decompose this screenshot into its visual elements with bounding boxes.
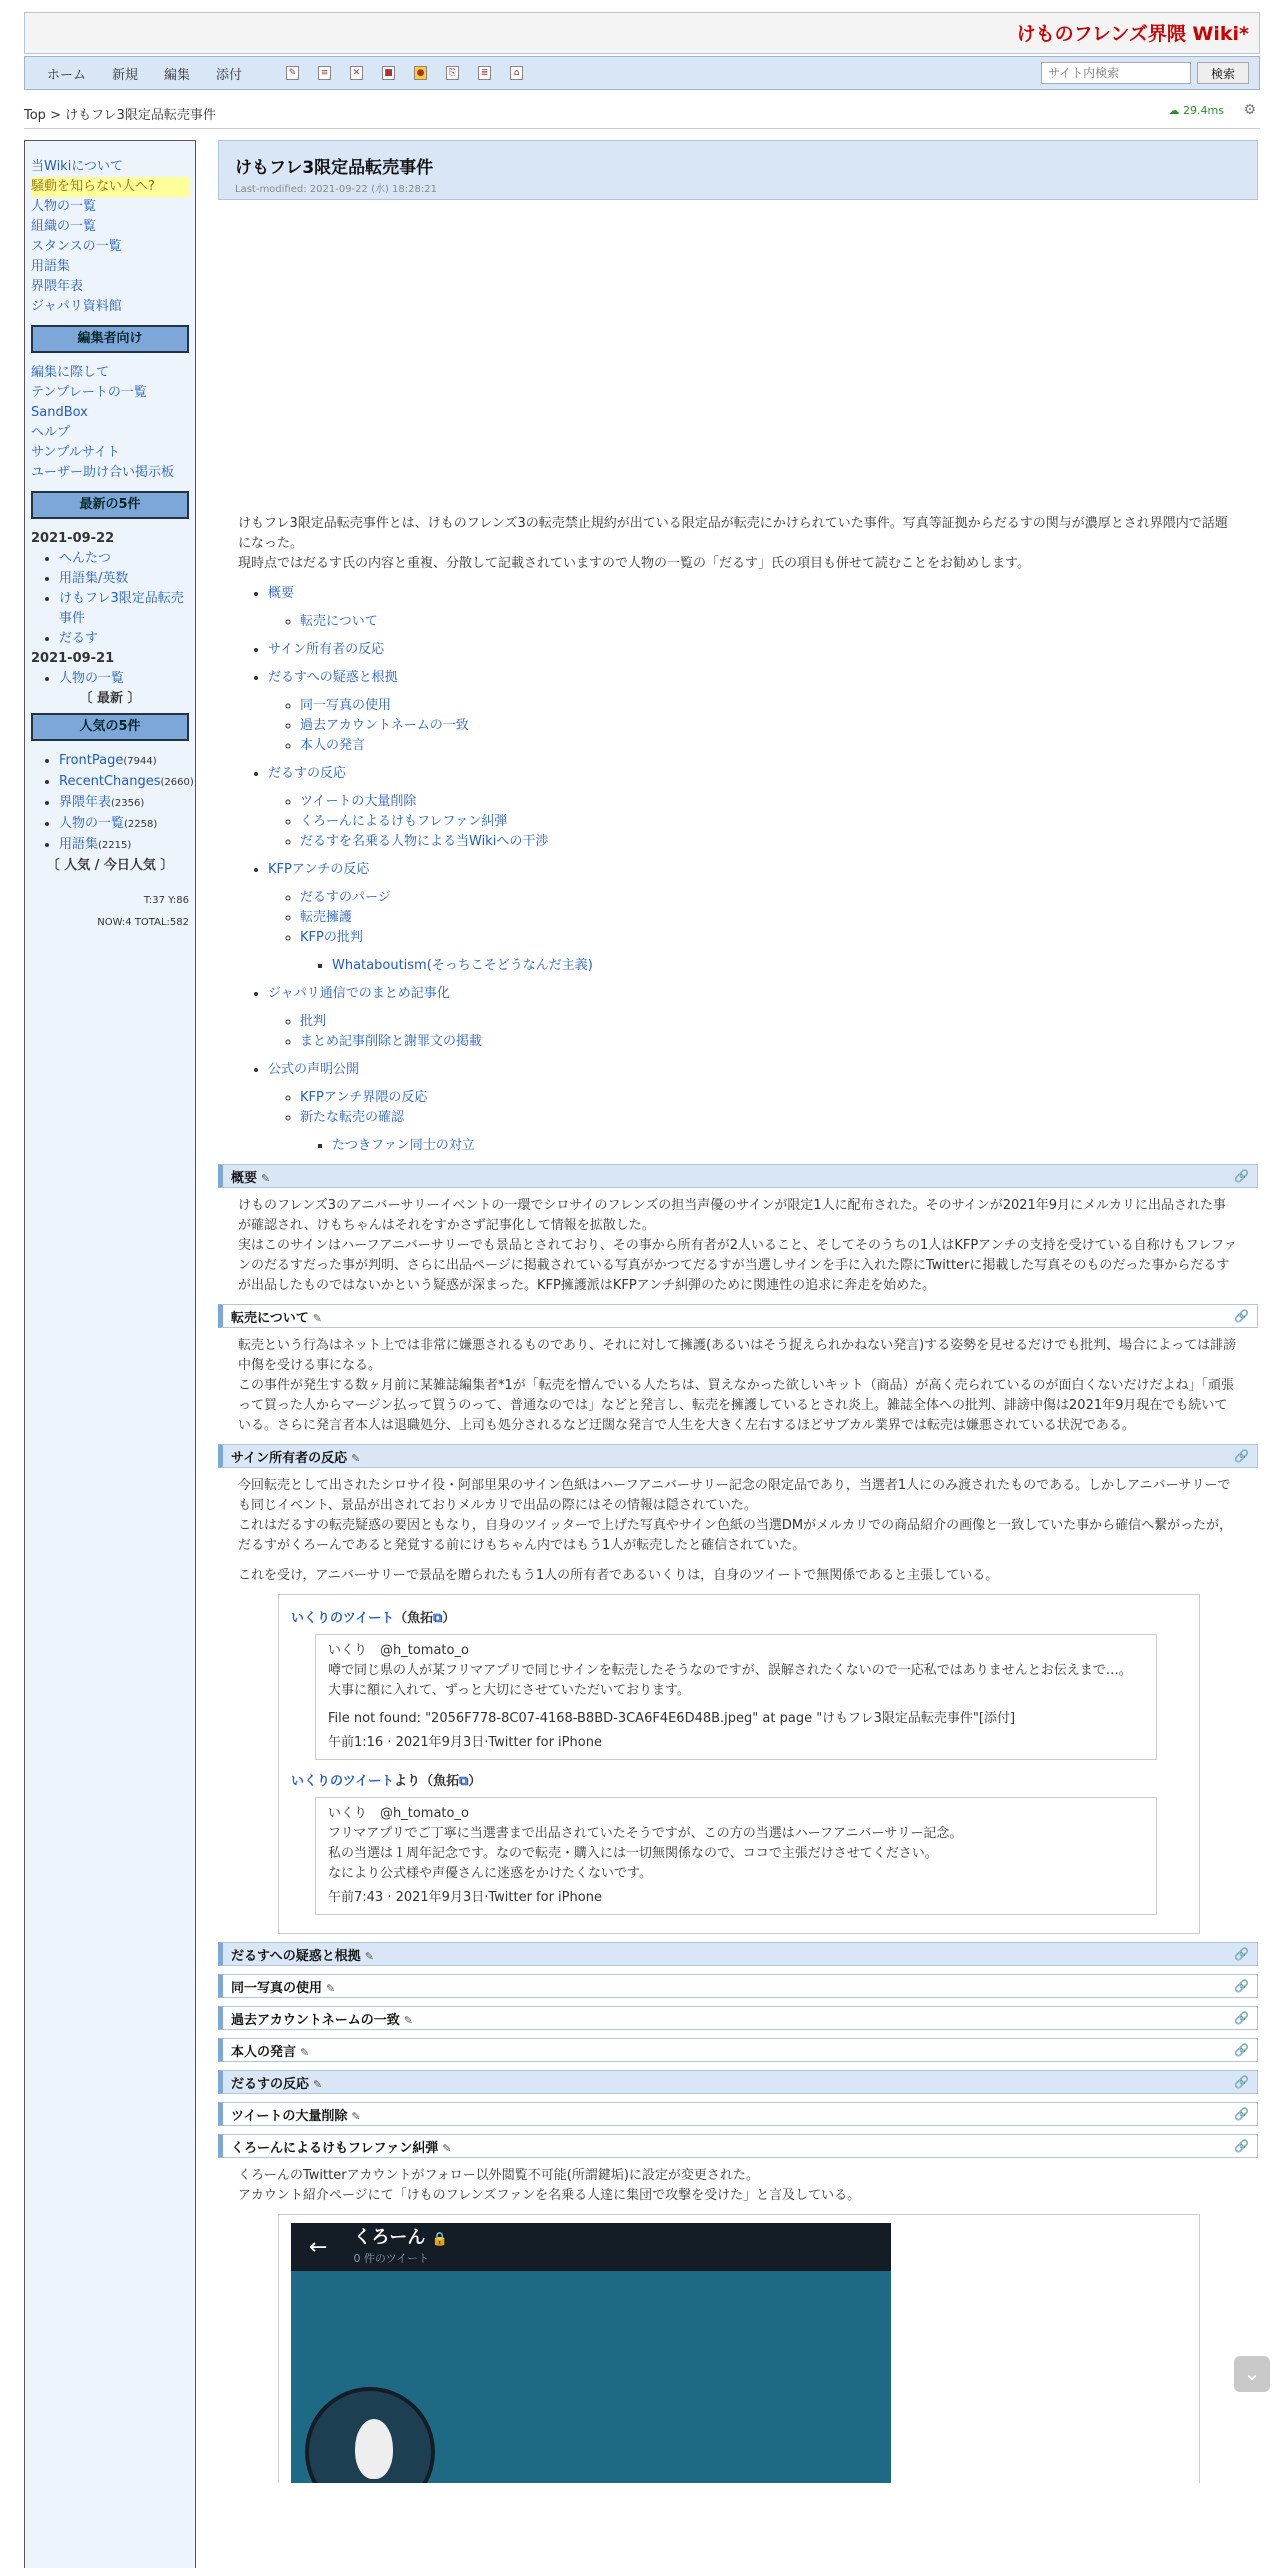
file-not-found: File not found: "2056F778-8C07-4168-B8BD-3CA6F4E6D48B.jpeg" at page "けもフレ3限定品転売事件"[添付] [328,1711,1016,1726]
anchor-icon[interactable]: 🔗 [1234,1947,1249,1961]
breadcrumb-current: けもフレ3限定品転売事件 [65,108,216,123]
toc-item [332,1136,1258,1156]
toc-link[interactable]: 新たな転売の確認 [300,1110,405,1125]
toc-link[interactable]: KFPアンチの反応 [268,862,370,877]
tweet-text: なにより公式様や声優さんに迷惑をかけたくないです。 [328,1866,652,1881]
breadcrumb [24,104,216,123]
toc-item [300,1088,1258,1108]
toc-item [300,1108,1258,1156]
anchor-icon[interactable]: 🔗 [1234,2107,1249,2121]
edit-icon[interactable]: ✎ [364,1949,374,1963]
toc-item [300,696,1258,716]
toc-item [300,1012,1258,1032]
toc-item [268,1060,1258,1156]
site-header [24,12,1260,54]
avatar [305,2387,435,2483]
popular-link[interactable]: 人物の一覧 [59,816,125,831]
popular-link[interactable]: RecentChanges [59,774,161,789]
archive-link[interactable]: ⧉ [459,1774,469,1789]
sidebar-link[interactable]: スタンスの一覧 [31,239,122,254]
section-title: 本人の発言 [231,2044,297,2060]
date-label: 2021-09-22 [31,531,115,546]
tweet-text: 噂で同じ県の人が某フリマアプリで同じサインを転売したそうなのですが、誤解されたくないので一応私ではありませんとお伝えまで…。 [328,1663,1132,1678]
popular-more-link[interactable]: 〔 人気 / 今日人気 〕 [46,858,174,873]
section-list [218,1942,1258,2158]
section-title: ツイートの大量削除 [231,2108,348,2124]
toc-link[interactable]: 本人の発言 [300,738,366,753]
tweet-text: フリマアプリでご丁寧に当選書まで出品されていたそうですが、この方の当選はハーフアニバーサリー記念。 [328,1826,963,1841]
view-count: (2215) [98,840,132,851]
toc-link[interactable]: ツイートの大量削除 [300,794,417,809]
paragraph: 転売という行為はネット上では非常に嫌悪されるものであり、それに対して擁護(あるいはそう捉えられかねない発言)する姿勢を見せるだけでも批判、場合によっては誹謗中傷を受ける事になる。 [238,1338,1237,1373]
anchor-icon[interactable]: 🔗 [1234,2043,1249,2057]
intro-text: けもフレ3限定品転売事件とは、けものフレンズ3の転売禁止規約が出ている限定品が転売にかけられていた事件。写真等証拠からだるすの関与が濃厚とされ界隈内で話題になった。 [238,516,1228,551]
edit-icon[interactable]: ✎ [442,2141,452,2155]
home-link[interactable]: ホーム [47,67,87,83]
main-content [218,140,1258,2483]
toc-link[interactable]: たつきファン同士の対立 [332,1138,475,1153]
tweet-time: 午前7:43 · 2021年9月3日·Twitter for iPhone [328,1890,602,1905]
tweet-time: 午前1:16 · 2021年9月3日·Twitter for iPhone [328,1735,602,1750]
gear-icon[interactable]: ⚙ [1243,102,1256,118]
toc-item [268,668,1258,756]
popular-link[interactable]: 用語集 [59,837,99,852]
edit-icon[interactable]: ✎ [326,1981,336,1995]
attach-icon[interactable]: ⌂ [510,66,523,80]
toc-item [300,1032,1258,1052]
edit-link[interactable]: 編集 [164,67,191,83]
egg-icon [355,2419,393,2479]
edit-icon[interactable]: ✎ [351,1451,361,1465]
toc-link[interactable]: 転売について [300,614,378,629]
toc-item [268,584,1258,632]
edit-icon[interactable]: ✎ [300,2045,310,2059]
sidebar-link[interactable]: 組織の一覧 [31,219,97,234]
section-heading: 概要 ✎ 🔗 [218,1164,1258,1188]
toc-link[interactable]: 転売擁護 [300,910,353,925]
breadcrumb-sep: > [45,108,66,123]
toc-link[interactable]: 同一写真の使用 [300,698,392,713]
toc-link[interactable]: だるすを名乗る人物による当Wikiへの干渉 [300,834,549,849]
tweet [315,1797,1157,1915]
tweet-link[interactable]: いくりのツイート [291,1774,395,1789]
recent-link[interactable]: 用語集/英数 [59,571,129,586]
embedded-image-box [278,2214,1200,2483]
view-count: (2356) [111,798,145,809]
search-input[interactable] [1041,62,1191,84]
new-link[interactable]: 新規 [112,67,139,83]
archive-link[interactable]: ⧉ [433,1611,443,1626]
counter: NOW:4 TOTAL:582 [97,917,189,928]
site-title[interactable]: けものフレンズ界隈 Wiki* [1016,23,1249,45]
toc-item [268,764,1258,852]
sidebar-link[interactable]: サンプルサイト [31,445,120,460]
recent-link[interactable]: 人物の一覧 [59,671,125,686]
tweet-heading: いくりのツイート（魚拓⧉） [291,1611,456,1626]
tweet-user: いくり @h_tomato_o [328,1806,469,1821]
sidebar-link[interactable]: 編集に際して [31,365,110,380]
paragraph: けものフレンズ3のアニバーサリーイベントの一環でシロサイのフレンズの担当声優のサインが限定1人に配布された。そのサインが2021年9月にメルカリに出品された事が確認され、けもちゃんはそれをすかさず記事化して情報を拡散した。 [238,1198,1227,1233]
sidebar-link[interactable]: SandBox [31,405,88,420]
toc-item [268,984,1258,1052]
sidebar-link[interactable]: ジャパリ資料館 [31,299,122,314]
recent-link[interactable]: だるす [59,631,99,646]
sidebar-heading: 最新の5件 [31,491,189,519]
tweet-link[interactable]: いくりのツイート [291,1611,395,1626]
paragraph: 今回転売として出されたシロサイ役・阿部里果のサイン色紙はハーフアニバーサリー記念の限定品であり，当選者1人にのみ渡されたものである。しかしアニバーサリーでも同じイベント、景品が出されておりメルカリで出品の際にはその情報は隠されていた。 [238,1478,1231,1513]
popular-link[interactable]: 界隈年表 [59,795,112,810]
delete-icon[interactable]: ✕ [350,66,363,80]
tweet-heading: いくりのツイートより（魚拓⧉） [291,1774,482,1789]
load-time: ☁ 29.4ms [1168,104,1224,117]
breadcrumb-top[interactable]: Top [24,108,46,123]
toc-item [268,860,1258,976]
paragraph: これを受け，アニバーサリーで景品を贈られたもう1人の所有者であるいくりは，自身のツイートで無関係であると主張している。 [238,1568,999,1583]
quote-box [278,1594,1200,1934]
anchor-icon[interactable]: 🔗 [1234,2075,1249,2089]
view-count: (2258) [124,819,158,830]
section-heading [218,2038,1258,2062]
paragraph: くろーんのTwitterアカウントがフォロー以外閲覧不可能(所謂鍵垢)に設定が変更された。 [238,2168,759,2183]
sidebar-heading: 人気の5件 [31,713,189,741]
page-icon[interactable]: ≡ [318,66,331,80]
sidebar-link[interactable]: ヘルプ [31,425,71,440]
anchor-icon[interactable]: 🔗 [1234,1979,1249,1993]
page-title-box [218,140,1258,200]
section-heading: 転売について ✎ 🔗 [218,1304,1258,1328]
toc-link[interactable]: Whataboutism(そっちこそどうなんだ主義) [332,958,593,973]
toc-link[interactable]: だるすの反応 [268,766,347,781]
anchor-icon[interactable]: 🔗 [1234,1309,1249,1323]
paragraph: これはだるすの転売疑惑の要因ともなり，自身のツイッターで上げた写真やサイン色紙の当選DMがメルカリでの商品紹介の画像と一致していた事から確信へ繋がったが，だるすがくろーんであると発覚する前にけもちゃん内ではもう1人が転売したと確信されていた。 [238,1518,1233,1553]
toc-item [300,612,1258,632]
attach-link[interactable]: 添付 [216,67,243,83]
toc-item [300,716,1258,736]
paragraph: この事件が発生する数ヶ月前に某雑誌編集者*1が「転売を憎んでいる人たちは、買えなかった欲しいキット（商品）が高く売られているのが面白くないだけだよね」「頑張って買った人からマージン払って買うのって、普通なのでは」などと発言し、転売を擁護しているとされ炎上。雑誌全体への批判、誹謗中傷は2021年9月現在でも続いている。さらに発言者本人は退職処分、上司も処分されるなど迂闊な発言で人生を大きく左右するほどサブカル業界では転売は嫌悪されている状況である。 [238,1378,1235,1433]
paragraph: アカウント紹介ページにて「けものフレンズファンを名乗る人達に集団で攻撃を受けた」と言及している。 [238,2188,861,2203]
toc-link[interactable]: くろーんによるけもフレファン糾弾 [300,814,508,829]
view-count: (2660) [160,777,194,788]
edit-icon[interactable]: ✎ [351,2109,361,2123]
toc-link[interactable]: 概要 [268,586,295,601]
edit-icon[interactable]: ✎ [313,2077,323,2091]
toc-link[interactable]: だるすのパージ [300,890,391,905]
section-heading [218,2006,1258,2030]
section-heading [218,1942,1258,1966]
view-count: (7944) [123,756,157,767]
toc-item [300,736,1258,756]
paragraph: 実はこのサインはハーフアニバーサリーでも景品とされており、その事から所有者が2人いること、そしてそのうちの1人はKFPアンチの支持を受けている自称けもフレファンのだるすだった事が判明、さらに出品ページに掲載されている写真がかつてだるすが当選しサインを手に入れた際にTwitterに掲載した写真そのものだった事からだるすが出品したものではないかという疑惑が深まった。KFP擁護派はKFPアンチ糾弾のために関連性の追求に奔走を始めた。 [238,1238,1237,1293]
recent-link[interactable]: けもフレ3限定品転売事件 [59,591,184,626]
section-heading [218,2134,1258,2158]
lock-icon[interactable]: ● [414,66,427,80]
page-title: けもフレ3限定品転売事件 [235,158,434,178]
section-heading [218,1974,1258,1998]
date-label: 2021-09-21 [31,651,115,666]
section-title: 同一写真の使用 [231,1980,323,1996]
section-title: だるすへの疑惑と根拠 [231,1948,361,1964]
tweet [315,1634,1157,1760]
section-title: だるすの反応 [231,2076,310,2092]
toc-link[interactable]: KFPの批判 [300,930,363,945]
toc-item [268,640,1258,660]
recent-link[interactable]: へんたつ [59,551,112,566]
toc-link[interactable]: 批判 [300,1014,327,1029]
profile-header [291,2223,891,2271]
sidebar-heading: 編集者向け [31,325,189,353]
toc-link[interactable]: サイン所有者の反応 [268,642,385,657]
toc-link[interactable]: ジャパリ通信でのまとめ記事化 [268,986,450,1001]
toc-item [300,928,1258,976]
toc-link[interactable]: KFPアンチ界隈の反応 [300,1090,428,1105]
tweet-text: 大事に額に入れて、ずっと大切にさせていただいております。 [328,1683,690,1698]
toc-link[interactable]: 過去アカウントネームの一致 [300,718,469,733]
ad-space [218,200,1258,514]
toc-item [300,812,1258,832]
tweet-text: 私の当選は１周年記念です。なので転売・購入には一切無関係なので、ココで主張だけさせてください。 [328,1846,938,1861]
sidebar [24,140,196,2568]
section-title: 過去アカウントネームの一致 [231,2012,400,2028]
edit-icon[interactable]: ✎ [261,1171,271,1185]
edit-icon[interactable]: ✎ [312,1311,322,1325]
divider [24,128,1260,129]
toc-link[interactable]: 公式の声明公開 [268,1062,360,1077]
toc-item [300,888,1258,908]
section-heading: サイン所有者の反応 ✎ 🔗 [218,1444,1258,1468]
profile-name: くろーん 🔒 [353,2227,448,2248]
recent-more-link[interactable]: 〔 最新 〕 [79,691,141,706]
table-of-contents [218,584,1258,1156]
anchor-icon[interactable]: 🔗 [1234,2139,1249,2153]
scroll-down-icon[interactable]: ⌄ [1234,2356,1270,2392]
copy-icon[interactable]: ⎘ [446,66,459,80]
sidebar-link[interactable]: 当Wikiについて [31,159,124,174]
sidebar-link[interactable]: テンプレートの一覧 [31,385,147,400]
anchor-icon[interactable]: 🔗 [1234,1169,1249,1183]
tweet-count: 0 件のツイート [353,2252,430,2265]
file-icon[interactable]: ≣ [478,66,491,80]
toc-item [332,956,1258,976]
toc-item [300,792,1258,812]
popular-link[interactable]: FrontPage [59,753,124,768]
sidebar-link[interactable]: 界隈年表 [31,279,84,294]
sidebar-link[interactable]: 人物の一覧 [31,199,97,214]
counter: T:37 Y:86 [143,895,189,906]
anchor-icon[interactable]: 🔗 [1234,1449,1249,1463]
section-title: くろーんによるけもフレファン糾弾 [231,2140,439,2156]
toc-item [300,908,1258,928]
sidebar-link[interactable]: ユーザー助け合い掲示板 [31,465,175,480]
toc-link[interactable]: まとめ記事削除と謝罪文の掲載 [300,1034,483,1049]
intro-text: 現時点ではだるす氏の内容と重複、分散して記載されていますので人物の一覧の「だるす」氏の項目も併せて読むことをお勧めします。 [238,556,1030,571]
toc-link[interactable]: だるすへの疑惑と根拠 [268,670,398,685]
tweet-user: いくり @h_tomato_o [328,1643,469,1658]
back-arrow-icon: ← [309,2234,328,2260]
section-heading [218,2070,1258,2094]
lock-icon: 🔒 [431,2232,448,2247]
sidebar-link[interactable]: 用語集 [31,259,71,274]
section-heading [218,2102,1258,2126]
anchor-icon[interactable]: 🔗 [1234,2011,1249,2025]
search-button[interactable]: 検索 [1197,62,1249,84]
save-icon[interactable]: ■ [382,66,395,80]
profile-screenshot [291,2223,891,2483]
last-modified: Last-modified: 2021-09-22 (水) 18:28:21 [235,184,437,195]
sidebar-link[interactable]: 騒動を知らない人へ? [31,177,189,197]
edit-icon[interactable]: ✎ [403,2013,413,2027]
toolbar [24,56,1260,90]
pencil-icon[interactable]: ✎ [286,66,299,80]
toc-item [300,832,1258,852]
